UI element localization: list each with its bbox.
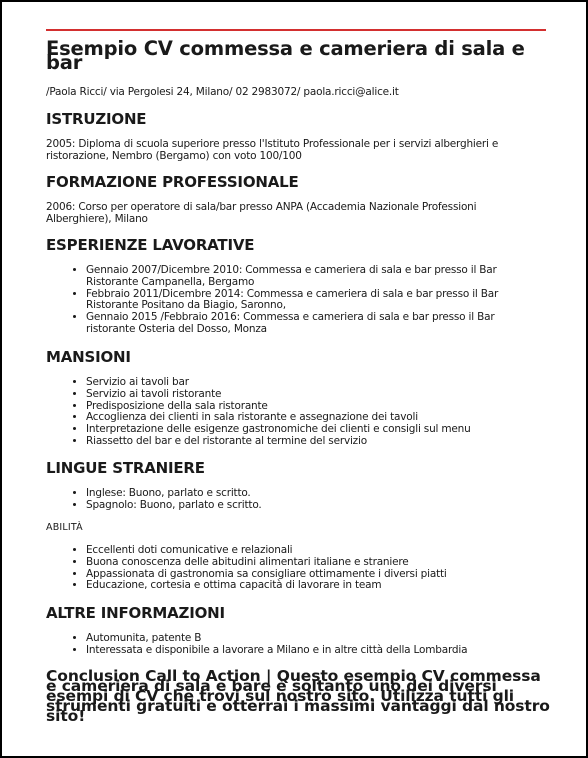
- istruzione-text: 2005: Diploma di scuola superiore presso l'Istituto Professionale per i servizi alberghieri e ristorazione, Nembro (Bergamo) con voto 100/100: [46, 138, 499, 162]
- list-item: • Servizio ai tavoli ristorante: [86, 389, 526, 401]
- list-item: • Inglese: Buono, parlato e scritto.: [86, 488, 526, 500]
- list-item: • Educazione, cortesia e ottima capacità di lavorare in team: [86, 580, 526, 592]
- list-item: • Riassetto del bar e del ristorante al termine del servizio: [86, 436, 526, 448]
- list-item: • Interpretazione delle esigenze gastronomiche dei clienti e consigli sul menu: [86, 424, 526, 436]
- list-item: • Predisposizione della sala ristorante: [86, 401, 526, 413]
- heading-istruzione: ISTRUZIONE: [46, 110, 147, 128]
- list-item: • Automunita, patente B: [86, 633, 526, 645]
- altre-list: [46, 633, 526, 657]
- mansioni-list: [46, 377, 526, 448]
- list-item: • Febbraio 2011/Dicembre 2014: Commessa e cameriera di sala e bar presso il Bar Ristorante Positano da Biagio, Saronno,: [86, 289, 526, 313]
- abilita-list: [46, 545, 526, 592]
- heading-lingue: LINGUE STRANIERE: [46, 459, 205, 477]
- list-item: • Buona conoscenza delle abitudini alimentari italiane e straniere: [86, 557, 526, 569]
- heading-esperienze: ESPERIENZE LAVORATIVE: [46, 236, 255, 254]
- esperienze-list: [46, 265, 526, 336]
- accent-divider: [46, 29, 546, 31]
- lingue-list: [46, 488, 526, 512]
- heading-mansioni: MANSIONI: [46, 348, 131, 366]
- list-item: • Gennaio 2007/Dicembre 2010: Commessa e cameriera di sala e bar presso il Bar Ristorante Campanella, Bergamo: [86, 265, 526, 289]
- cv-title: Esempio CV commessa e cameriera di sala e bar: [46, 37, 525, 74]
- list-item: • Interessata e disponibile a lavorare a Milano e in altre città della Lombardia: [86, 645, 526, 657]
- contact-line: /Paola Ricci/ via Pergolesi 24, Milano/ 02 2983072/ paola.ricci@alice.it: [46, 86, 399, 98]
- list-item: • Spagnolo: Buono, parlato e scritto.: [86, 500, 526, 512]
- list-item: • Servizio ai tavoli bar: [86, 377, 526, 389]
- list-item: • Eccellenti doti comunicative e relazionali: [86, 545, 526, 557]
- list-item: • Gennaio 2015 /Febbraio 2016: Commessa e cameriera di sala e bar presso il Bar ristorante Osteria del Dosso, Monza: [86, 312, 526, 336]
- heading-formazione: FORMAZIONE PROFESSIONALE: [46, 173, 299, 191]
- heading-altre: ALTRE INFORMAZIONI: [46, 604, 225, 622]
- heading-abilita: ABILITÀ: [46, 522, 83, 533]
- list-item: • Accoglienza dei clienti in sala ristorante e assegnazione dei tavoli: [86, 412, 526, 424]
- list-item: • Appassionata di gastronomia sa consigliare ottimamente i diversi piatti: [86, 569, 526, 581]
- conclusion-call-to-action: Conclusion Call to Action | Questo esempio CV commessa e cameriera di sala e bare è soltanto uno dei diversi esempi di CV che trovi sul nostro sito. Utilizza tutti gli strumenti gratuiti e otterrai i massimi vantaggi dal nostro sito!: [46, 667, 550, 725]
- formazione-text: 2006: Corso per operatore di sala/bar presso ANPA (Accademia Nazionale Professioni Alberghiere), Milano: [46, 201, 477, 225]
